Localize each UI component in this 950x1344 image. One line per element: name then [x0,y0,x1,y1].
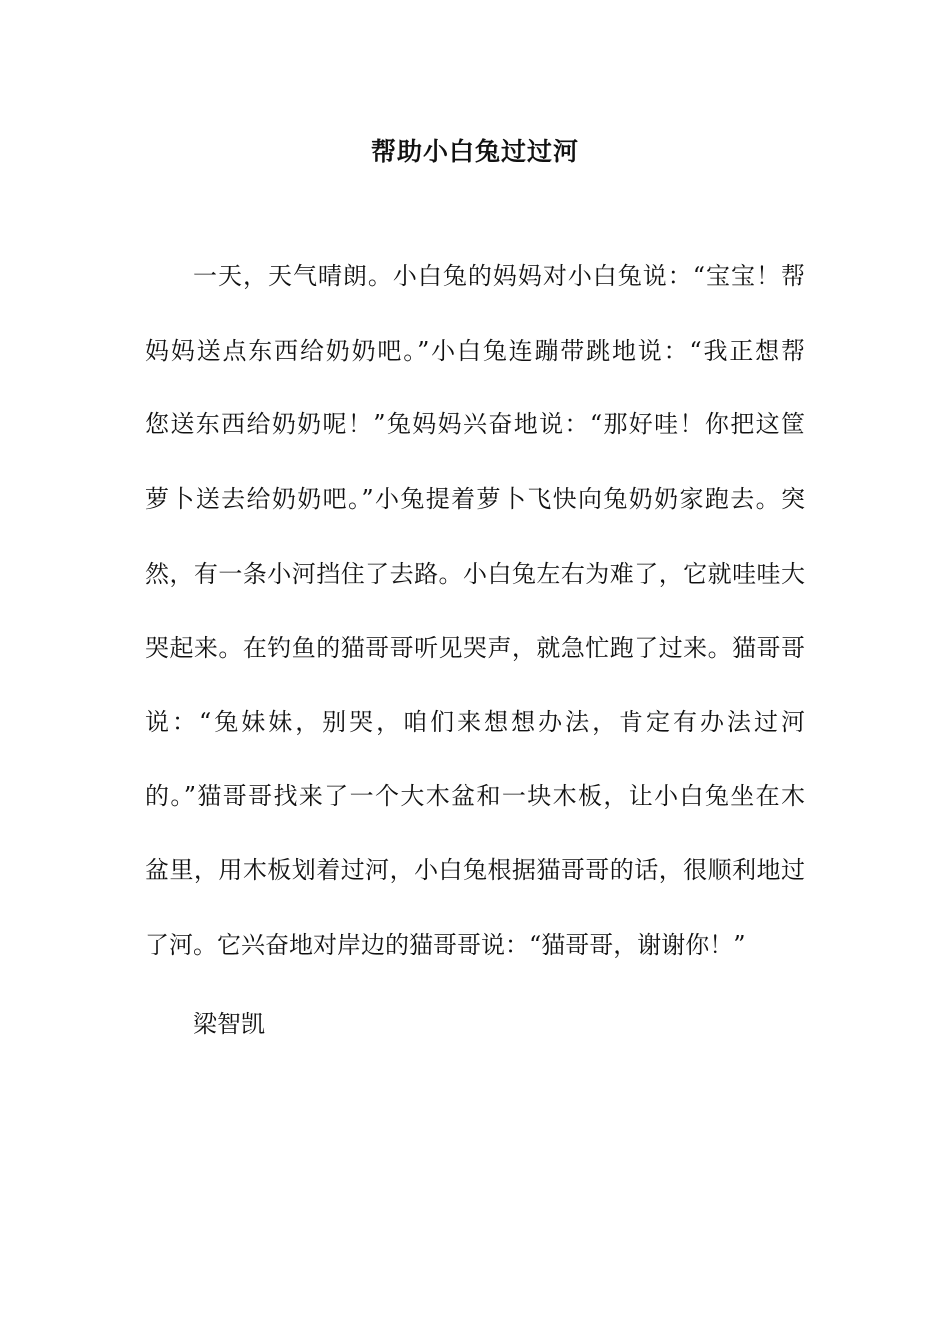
document-title: 帮助小白兔过过河 [370,137,579,166]
story-line: 然，有一条小河挡住了去路。小白兔左右为难了，它就哇哇大 [145,560,805,588]
story-line: 妈妈送点东西给奶奶吧。”小白兔连蹦带跳地说：“我正想帮 [145,337,805,365]
story-line: 说：“兔妹妹，别哭，咱们来想想办法，肯定有办法过河 [145,708,805,736]
story-line: 哭起来。在钓鱼的猫哥哥听见哭声，就急忙跑了过来。猫哥哥 [145,634,805,662]
story-line-last: 了河。它兴奋地对岸边的猫哥哥说：“猫哥哥，谢谢你！” [145,931,746,959]
author-signature: 梁智凯 [193,1010,265,1038]
story-line: 您送东西给奶奶呢！”兔妈妈兴奋地说：“那好哇！你把这筐 [145,410,805,438]
story-line: 一天，天气晴朗。小白兔的妈妈对小白兔说：“宝宝！帮 [193,262,805,290]
story-line: 盆里，用木板划着过河，小白兔根据猫哥哥的话，很顺利地过 [145,856,805,884]
story-line: 的。”猫哥哥找来了一个大木盆和一块木板，让小白兔坐在木 [145,782,805,810]
story-line: 萝卜送去给奶奶吧。”小兔提着萝卜飞快向兔奶奶家跑去。突 [145,485,805,513]
